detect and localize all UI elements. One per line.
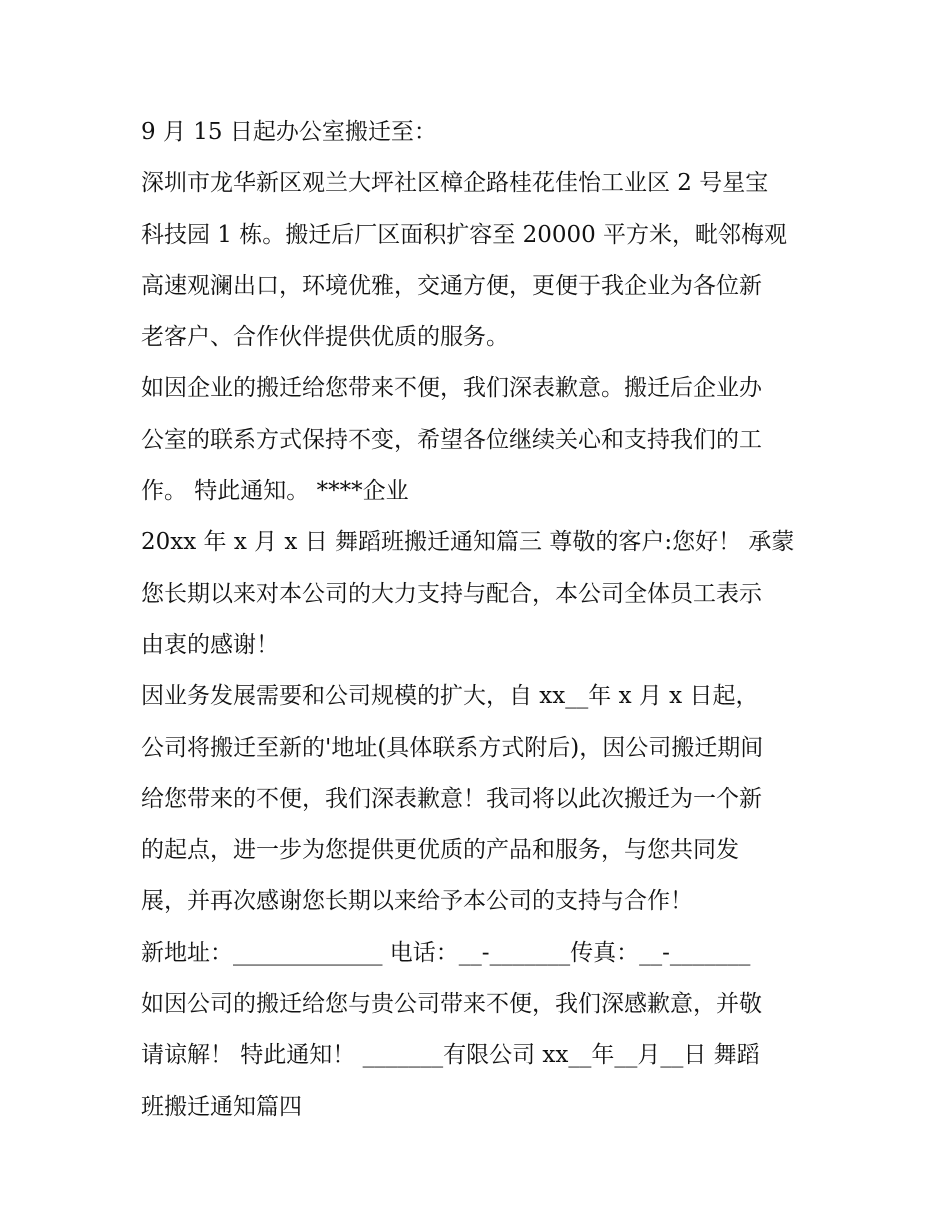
- text-line: 公室的联系方式保持不变，希望各位继续关心和支持我们的工: [141, 426, 762, 453]
- text-line: 老客户、合作伙伴提供优质的服务。: [141, 324, 509, 351]
- text-line: 科技园 1 栋。搬迁后厂区面积扩容至 20000 平方米，毗邻梅观: [141, 221, 788, 248]
- text-line: 新地址：_____________ 电话：__-_______传真：__-_______: [141, 939, 751, 966]
- text-line: 的起点，进一步为您提供更优质的产品和服务，与您共同发: [141, 837, 739, 864]
- text-line: 如因企业的搬迁给您带来不便，我们深表歉意。搬迁后企业办: [141, 375, 762, 402]
- text-line: 如因公司的搬迁给您与贵公司带来不便，我们深感歉意，并敬: [141, 991, 762, 1018]
- document-body: [141, 112, 821, 1138]
- text-line: 您长期以来对本公司的大力支持与配合，本公司全体员工表示: [141, 580, 762, 607]
- text-line: 9 月 15 日起办公室搬迁至：: [141, 119, 437, 145]
- text-line: 请谅解！ 特此通知！ _______有限公司 xx__年__月__日 舞蹈: [141, 1042, 760, 1069]
- text-line: 深圳市龙华新区观兰大坪社区樟企路桂花佳怡工业区 2 号星宝: [141, 170, 769, 197]
- text-line: 公司将搬迁至新的'地址(具体联系方式附后)，因公司搬迁期间: [141, 734, 764, 761]
- text-line: 展，并再次感谢您长期以来给予本公司的支持与合作！: [141, 888, 693, 915]
- text-line: 因业务发展需要和公司规模的扩大，自 xx__年 x 月 x 日起，: [141, 683, 759, 710]
- text-line: 20xx 年 x 月 x 日 舞蹈班搬迁通知篇三 尊敬的客户:您好！ 承蒙: [141, 529, 795, 556]
- text-line: 给您带来的不便，我们深表歉意！我司将以此次搬迁为一个新: [141, 785, 762, 812]
- text-line: 由衷的感谢！: [141, 631, 279, 658]
- text-line: 作。 特此通知。 ****企业: [141, 478, 409, 505]
- text-line: 高速观澜出口，环境优雅，交通方便，更便于我企业为各位新: [141, 272, 762, 299]
- text-line: 班搬迁通知篇四: [141, 1093, 302, 1120]
